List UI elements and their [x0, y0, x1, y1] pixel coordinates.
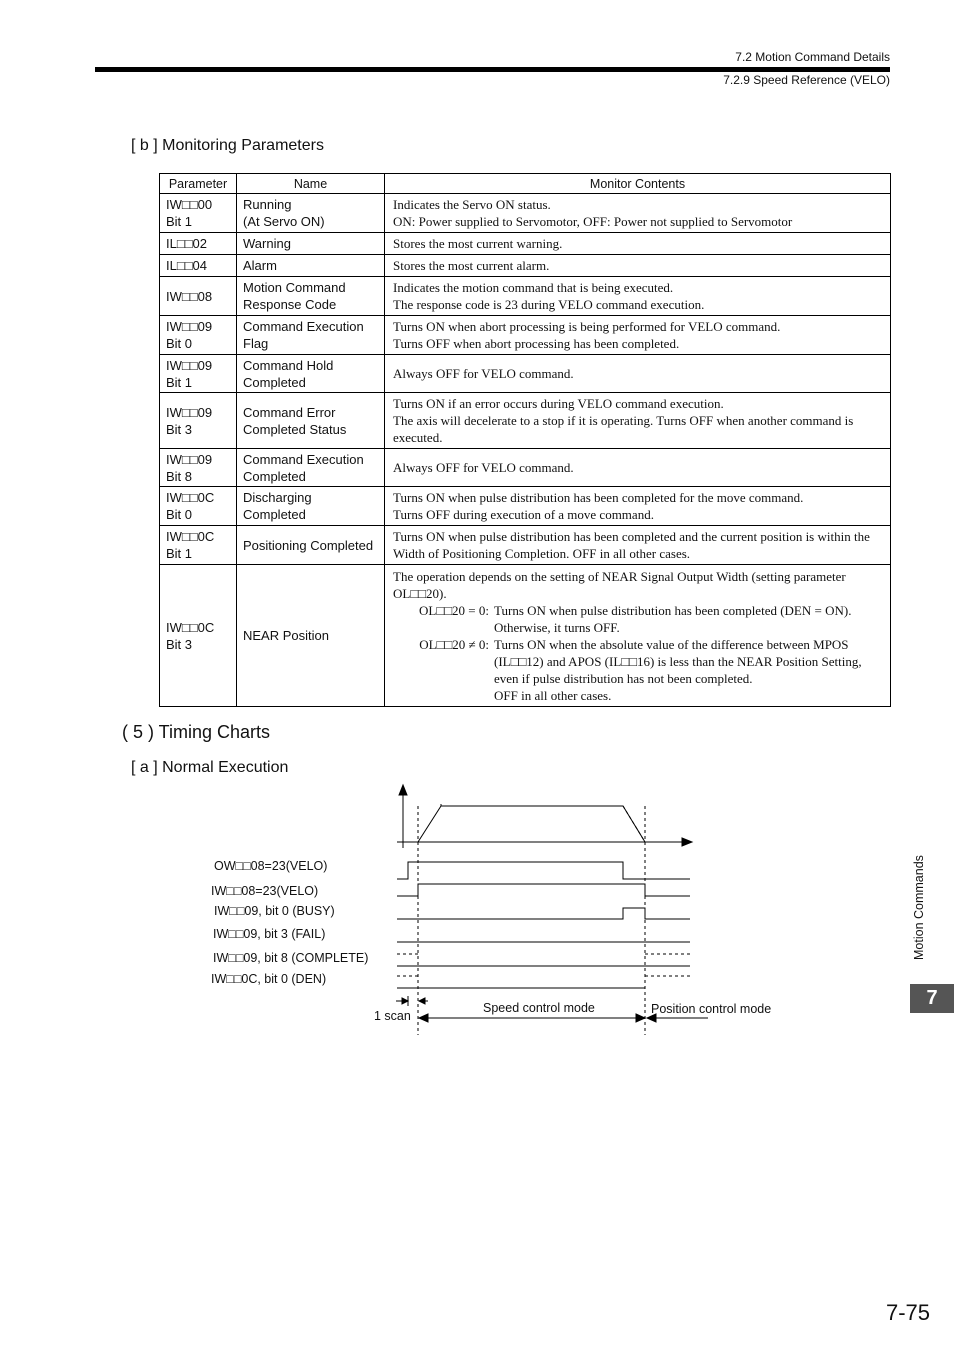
monitoring-heading: [ b ] Monitoring Parameters	[131, 137, 324, 154]
contents-cell: Always OFF for VELO command.	[385, 449, 891, 487]
name-cell: NEAR Position	[237, 565, 385, 707]
near-case-nonzero-text: Turns ON when the absolute value of the difference between MPOS (IL□□12) and APOS (IL□□16) is less than the NEAR Position Setting, even if pulse distribution has not been completed. OFF in all other cases.	[494, 636, 862, 703]
name-cell: Positioning Completed	[237, 526, 385, 565]
header-subsection: 7.2.9 Speed Reference (VELO)	[723, 73, 890, 87]
signal-iw08	[397, 884, 690, 896]
name-cell: Command Execution Completed	[237, 449, 385, 487]
signal-label: IW□□09, bit 8 (COMPLETE)	[213, 951, 369, 965]
near-case-zero-key: OL□□20 = 0:	[419, 602, 489, 618]
contents-cell: Stores the most current warning.	[385, 233, 891, 255]
signal-ow08	[397, 862, 690, 879]
column-header: Name	[237, 174, 385, 194]
param-cell: IW□□0C Bit 0	[160, 487, 237, 526]
name-cell: Discharging Completed	[237, 487, 385, 526]
param-cell: IW□□09 Bit 8	[160, 449, 237, 487]
param-cell: IW□□08	[160, 277, 237, 316]
param-cell: IW□□00 Bit 1	[160, 194, 237, 233]
near-case-nonzero-key: OL□□20 ≠ 0:	[419, 636, 489, 652]
timing-subheading: [ a ] Normal Execution	[131, 759, 289, 776]
speed-axis-arrow-up	[399, 785, 407, 795]
name-cell: Alarm	[237, 255, 385, 277]
page-number: 7-75	[885, 1300, 930, 1325]
signal-label: OW□□08=23(VELO)	[214, 859, 328, 873]
side-tab-label: Motion Commands	[912, 855, 926, 960]
column-header: Parameter	[160, 174, 237, 194]
near-case-zero-text: Turns ON when pulse distribution has been completed (DEN = ON). Otherwise, it turns OFF.	[494, 602, 852, 635]
header-section: 7.2 Motion Command Details	[735, 50, 890, 64]
timing-heading: ( 5 ) Timing Charts	[122, 722, 271, 742]
signal-label: IW□□09, bit 3 (FAIL)	[213, 927, 326, 941]
param-cell: IL□□02	[160, 233, 237, 255]
param-cell: IW□□09 Bit 0	[160, 316, 237, 355]
param-cell: IW□□09 Bit 3	[160, 393, 237, 449]
speed-profile	[418, 806, 645, 842]
signal-label: IW□□0C, bit 0 (DEN)	[211, 972, 327, 986]
name-cell: Command Hold Completed	[237, 355, 385, 393]
contents-cell: Turns ON if an error occurs during VELO command execution. The axis will decelerate to a stop if it is operating. Turns OFF when another command is executed.	[385, 393, 891, 449]
position-mode-label: Position control mode	[651, 1002, 772, 1016]
contents-cell: Indicates the motion command that is being executed. The response code is 23 during VELO command execution.	[385, 277, 891, 316]
name-cell: Warning	[237, 233, 385, 255]
param-cell: IW□□0C Bit 3	[160, 565, 237, 707]
chapter-tab: 7	[910, 984, 954, 1013]
speed-axis-arrow-right	[682, 838, 692, 846]
contents-cell: Turns ON when abort processing is being performed for VELO command. Turns OFF when abort processing has been completed.	[385, 316, 891, 355]
speed-mode-label: Speed control mode	[483, 1001, 595, 1015]
contents-cell: Turns ON when pulse distribution has been completed for the move command. Turns OFF during execution of a move command.	[385, 487, 891, 526]
signal-busy	[397, 908, 690, 919]
contents-cell: Always OFF for VELO command.	[385, 355, 891, 393]
contents-cell: Stores the most current alarm.	[385, 255, 891, 277]
param-cell: IL□□04	[160, 255, 237, 277]
signal-label: IW□□09, bit 0 (BUSY)	[214, 904, 335, 918]
name-cell: Command Execution Flag	[237, 316, 385, 355]
column-header: Monitor Contents	[385, 174, 891, 194]
name-cell: Running (At Servo ON)	[237, 194, 385, 233]
near-intro: The operation depends on the setting of NEAR Signal Output Width (setting parameter OL□□20).	[393, 568, 846, 601]
name-cell: Motion Command Response Code	[237, 277, 385, 316]
scan-label: 1 scan	[374, 1009, 411, 1023]
param-cell: IW□□0C Bit 1	[160, 526, 237, 565]
contents-cell: Turns ON when pulse distribution has been completed and the current position is within the Width of Positioning Completion. OFF in all other cases.	[385, 526, 891, 565]
signal-label: IW□□08=23(VELO)	[211, 884, 319, 898]
name-cell: Command Error Completed Status	[237, 393, 385, 449]
contents-cell: Indicates the Servo ON status. ON: Power supplied to Servomotor, OFF: Power not supplied to Servomotor	[385, 194, 891, 233]
param-cell: IW□□09 Bit 1	[160, 355, 237, 393]
